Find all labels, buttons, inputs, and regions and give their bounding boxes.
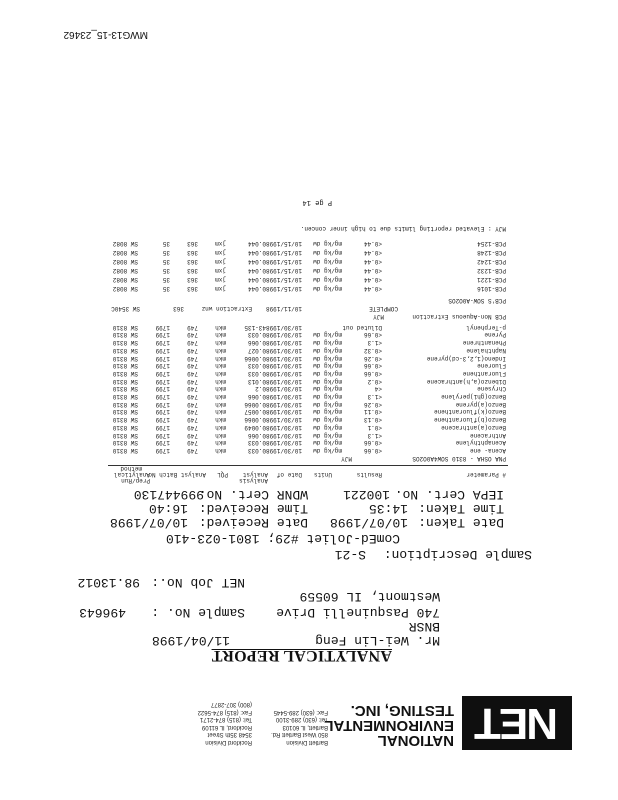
col-analytical: Analytical (113, 471, 150, 478)
pcb-row-method: SW 8082 (112, 276, 138, 283)
pcb-row-batch: 363 (187, 267, 198, 274)
extraction-date: 10/11/1998 (265, 305, 302, 312)
pcb-row-units: mg/kg dw (313, 285, 342, 292)
pcb-row-units: mg/kg dw (313, 258, 342, 265)
client-org: BNSR (408, 619, 440, 634)
client-city: Westmont, IL 60559 (299, 589, 440, 604)
pna-row-analyst: mkh (215, 447, 226, 454)
pna-row-run: 1799 (155, 385, 170, 393)
pcb-row-analyst: jxm (215, 249, 226, 256)
job-no-label: NET Job No.: (151, 575, 245, 590)
pna-row-result: Diluted out (342, 323, 382, 331)
pna-row-batch: 749 (187, 377, 198, 385)
report-title: ANALYTICAL REPORT (211, 647, 392, 664)
pcb-row-param: PCB-1248 (477, 249, 506, 256)
pcb-row-method: SW 8082 (112, 267, 138, 274)
pna-row-units: mg/kg dw (313, 339, 342, 347)
company-name-line-3: TESTING, INC. (350, 702, 454, 719)
pna-row-units: mg/kg dw (313, 385, 342, 393)
pna-row-param: Acena- ene (469, 447, 506, 454)
pna-row-analyst: mkh (215, 423, 226, 431)
extraction-result: COMPLETE (369, 305, 398, 312)
pna-row-batch: 749 (187, 447, 198, 454)
pna-row-date: 10/30/1998 (265, 377, 302, 385)
pna-row-batch: 749 (187, 385, 198, 393)
client-street: 740 Pasquinelli Drive (276, 605, 440, 620)
pna-row-pql: 0.033 (247, 439, 266, 447)
pna-row-batch: 749 (187, 423, 198, 431)
pcb-row-analyst: jxm (215, 276, 226, 283)
pcb-row-units: mg/kg dw (313, 267, 342, 274)
pna-row-method: SW 8310 (112, 416, 138, 424)
pna-row-result: <1.3 (367, 393, 382, 401)
division-address: 3548 35th Street (207, 731, 252, 738)
pcb-row-batch: 363 (187, 276, 198, 283)
pna-row-result: <0.32 (363, 346, 382, 354)
pcb-row-pql: 0.044 (247, 258, 266, 265)
time-taken-label: Time Taken: (418, 501, 504, 516)
pcb-row-units: mg/kg dw (313, 249, 342, 256)
pna-row-method: SW 8310 (112, 385, 138, 393)
pna-row-result: <0.26 (363, 354, 382, 362)
pna-row-method: SW 8310 (112, 370, 138, 377)
pna-row-batch: 749 (187, 323, 198, 331)
pna-row-analyst: mkh (215, 346, 226, 354)
pna-row-param: Phenanthrene (462, 339, 506, 347)
pna-row-analyst: mkh (215, 400, 226, 408)
extraction-analyst: Extraction wnz (201, 305, 252, 312)
pcb-row-analyst: jxm (215, 267, 226, 274)
pcb-row-date: 10/15/1998 (265, 240, 302, 247)
pcb-row-result: <0.44 (363, 276, 382, 283)
pna-row-date: 10/30/1998 (265, 423, 302, 431)
pna-row-batch: 749 (187, 400, 198, 408)
pcb-row-param: PCB-1232 (477, 267, 506, 274)
pna-row-result: <0.1 (367, 423, 382, 431)
pna-row-result: <0.66 (363, 370, 382, 377)
pna-row-units: mg/kg dw (313, 354, 342, 362)
pcb-row-run: 35 (162, 267, 170, 274)
pcb-row-analyst: jxm (215, 240, 226, 247)
pna-row-method: SW 8310 (112, 439, 138, 447)
pna-row-result: <0.66 (363, 331, 382, 339)
pna-row-method: SW 8310 (112, 408, 138, 416)
sample-no-label: Sample No. : (151, 605, 245, 620)
pna-row-pql: 0.0066 (244, 354, 266, 362)
rockford-division (198, 700, 252, 745)
division-city: Bartlett, IL 60103 (282, 724, 328, 730)
pna-row-method: SW 8310 (112, 377, 138, 385)
pna-row-run: 1799 (155, 331, 170, 339)
col-results: Results (356, 471, 382, 478)
division-tel: Tel: (815) 874-2171 (199, 716, 252, 723)
division-name: Bartlett Division (286, 739, 328, 745)
pna-row-analyst: mkh (215, 362, 226, 370)
pna-row-method: SW 8310 (112, 362, 138, 370)
company-name-line-1: NATIONAL (377, 732, 454, 749)
pna-row-run: 1799 (155, 354, 170, 362)
pcb-row-pql: 0.044 (247, 249, 266, 256)
company-name (324, 703, 454, 748)
pna-row-units: mg/kg dw (313, 362, 342, 370)
col-units: Units (313, 471, 332, 478)
pna-row-method: SW 8310 (112, 354, 138, 362)
pna-row-batch: 749 (187, 354, 198, 362)
pna-row-units: mg/kg dw (313, 408, 342, 416)
pna-row-batch: 749 (187, 339, 198, 347)
pna-row-pql: 0.0049 (244, 423, 266, 431)
pna-row-method: SW 8310 (112, 346, 138, 354)
pna-row-units: mg/kg dw (313, 447, 342, 454)
pcb-row-pql: 0.044 (247, 240, 266, 247)
page-number: P ge 14 (302, 198, 332, 206)
pna-row-result: <0.13 (363, 416, 382, 424)
pcb-row-run: 35 (162, 276, 170, 283)
pcb-row-units: mg/kg dw (313, 240, 342, 247)
pcb-row-batch: 363 (187, 249, 198, 256)
pna-row-date: 10/30/1998 (265, 385, 302, 393)
pna-row-units: mg/kg dw (313, 393, 342, 401)
pna-row-run: 1799 (155, 439, 170, 447)
pna-row-units: mg/kg dw (313, 400, 342, 408)
pna-row-result: <0.66 (363, 439, 382, 447)
col-pql: PQL (217, 471, 228, 478)
net-logo: NET (462, 696, 572, 750)
date-received-label: Date Received: (198, 515, 308, 530)
pna-row-param: Benzo(a)pyrene (455, 400, 506, 408)
pna-row-date: 10/30/1998 (265, 331, 302, 339)
pna-row-analyst: mkh (215, 431, 226, 439)
pna-row-analyst: mkh (215, 439, 226, 447)
pna-row-date: 10/30/1998 (265, 447, 302, 454)
date-taken: 10/07/1998 (329, 515, 408, 530)
pna-row-pql: 0.033 (247, 331, 266, 339)
pna-row-param: Fluorene (477, 362, 506, 370)
pna-row-units: mg/kg dw (313, 431, 342, 439)
pna-row-batch: 749 (187, 408, 198, 416)
pna-row-method: SW 8310 (112, 431, 138, 439)
pna-row-result: <1.3 (367, 431, 382, 439)
pna-row-analyst: mkh (215, 331, 226, 339)
pna-row-run: 1799 (155, 423, 170, 431)
pna-row-run: 1799 (155, 431, 170, 439)
pna-row-run: 1799 (155, 323, 170, 331)
pna-row-method: SW 8310 (112, 323, 138, 331)
pcb-row-units: mg/kg dw (313, 276, 342, 283)
section-pcbs: PCB'S SOW-A0O2OS (448, 297, 506, 304)
pna-row-analyst: mkh (215, 385, 226, 393)
pna-row-date: 10/30/1998 (265, 416, 302, 424)
pna-row-method: SW 8310 (112, 393, 138, 401)
pcb-row-pql: 0.044 (247, 267, 266, 274)
pcb-row-pql: 0.044 (247, 285, 266, 292)
pcb-row-result: <0.44 (363, 240, 382, 247)
bartlett-division (271, 708, 328, 746)
pcb-row-date: 10/15/1998 (265, 249, 302, 256)
report-date: 11/04/1998 (151, 633, 230, 648)
pna-row-run: 1799 (155, 370, 170, 377)
pna-row-pql: 0.2 (255, 385, 266, 393)
pna-row-pql: 0.033 (247, 362, 266, 370)
pna-row-run: 1799 (155, 400, 170, 408)
pna-row-batch: 749 (187, 346, 198, 354)
pcb-row-param: PCB-1254 (477, 240, 506, 247)
job-no: 98.13012 (77, 575, 140, 590)
pna-row-pql: 0.066 (247, 393, 266, 401)
pcb-row-param: PCB-1242 (477, 258, 506, 265)
pcb-row-param: PCB-1221 (477, 276, 506, 283)
pna-row-run: 1799 (155, 362, 170, 370)
pna-row-units: mg/kg dw (313, 416, 342, 424)
pna-row-param: Fluoranthene (462, 370, 506, 377)
pcb-row-result: <0.44 (363, 267, 382, 274)
pcb-row-date: 10/15/1998 (265, 276, 302, 283)
extraction-method: SW 3540C (111, 305, 140, 312)
pna-row-run: 1799 (155, 447, 170, 454)
pna-row-date: 10/30/1998 (265, 362, 302, 370)
pna-row-run: 1799 (155, 393, 170, 401)
sample-desc-1: S-21 (334, 547, 366, 562)
division-address: 850 West Bartlett Rd. (271, 731, 328, 738)
pna-row-param: Indeno(1,2,3-cd)pyrene (426, 354, 506, 362)
pna-row-units: mg/kg dw (313, 331, 342, 339)
pna-row-analyst: mkh (215, 393, 226, 401)
pcb-row-analyst: jxm (215, 285, 226, 292)
date-received: 10/07/1998 (109, 515, 188, 530)
pna-row-param: Benzo(k)fluoranthene (433, 408, 506, 416)
pna-row-analyst: mkh (215, 354, 226, 362)
pna-row-units: mg/kg dw (313, 423, 342, 431)
pna-row-units: mg/kg dw (313, 377, 342, 385)
pcb-row-run: 35 (162, 240, 170, 247)
pna-row-batch: 749 (187, 362, 198, 370)
pna-row-units: mg/kg dw (313, 439, 342, 447)
pcb-row-result: <0.44 (363, 249, 382, 256)
pna-row-param: Benzo(ghi)perylene (441, 393, 506, 401)
footnote: MJY : Elevated reporting limits due to high inner concen. (300, 225, 506, 232)
pcb-row-pql: 0.044 (247, 276, 266, 283)
extraction-batch: 363 (173, 305, 184, 312)
pna-row-date: 10/30/1998 (265, 439, 302, 447)
sample-desc-label: Sample Description: (383, 547, 532, 562)
pna-row-date: 10/30/1998 (265, 400, 302, 408)
header-rule (108, 465, 508, 466)
pcb-row-batch: 363 (187, 240, 198, 247)
pna-row-result: <1.3 (367, 339, 382, 347)
sample-desc-2: ComEd-Joliet #29; 1801-023-410 (165, 531, 400, 546)
pna-row-run: 1799 (155, 346, 170, 354)
pna-row-run: 1799 (155, 408, 170, 416)
pcb-row-batch: 363 (187, 285, 198, 292)
pcb-row-batch: 363 (187, 258, 198, 265)
pna-row-param: Benzo(a)anthracene (441, 423, 506, 431)
division-name: Rockford Division (205, 739, 252, 745)
pna-row-result: <0.2 (367, 377, 382, 385)
section-pna-flag: MJY (341, 455, 352, 462)
pna-row-result: <4 (374, 385, 382, 393)
pna-row-date: 10/30/1998 (265, 370, 302, 377)
pna-row-batch: 749 (187, 393, 198, 401)
pna-row-analyst: mkh (215, 323, 226, 331)
client-name: Mr. Wei-Lin Feng (315, 633, 440, 648)
pcb-row-method: SW 8082 (112, 240, 138, 247)
pna-row-date: 10/30/1998 (265, 393, 302, 401)
pna-row-date: 10/30/1998 (265, 431, 302, 439)
pna-row-pql: 0.0066 (244, 416, 266, 424)
date-taken-label: Date Taken: (418, 515, 504, 530)
pcb-row-run: 35 (162, 285, 170, 292)
pna-row-param: Pyrene (484, 331, 506, 339)
col-date: Date of (276, 471, 302, 478)
pna-row-analyst: mkh (215, 339, 226, 347)
pna-row-result: <0.26 (363, 400, 382, 408)
wdnr-label: WDNR Cert. No. (198, 487, 308, 502)
pna-row-method: SW 8310 (112, 447, 138, 454)
pna-row-param: Acenaphthylene (455, 439, 506, 447)
pna-row-param: Naphthalene (466, 346, 506, 354)
pna-row-pql: 0.066 (247, 339, 266, 347)
pna-row-batch: 749 (187, 439, 198, 447)
time-taken: 14:35 (368, 501, 408, 516)
pna-row-param: Anthracene (469, 431, 506, 439)
col-method: method (120, 465, 142, 472)
pcb-row-date: 10/15/1998 (265, 258, 302, 265)
pna-row-run: 1799 (155, 377, 170, 385)
pna-row-pql: 0.027 (247, 346, 266, 354)
section-pna: PNA OSHA - 8310 SOW4A0O2OS (412, 455, 506, 462)
pna-row-batch: 749 (187, 431, 198, 439)
col-batch: Analyst Batch No. (144, 471, 206, 478)
pcb-row-date: 10/15/1998 (265, 267, 302, 274)
pcb-row-run: 35 (162, 258, 170, 265)
pna-row-batch: 749 (187, 416, 198, 424)
pna-row-date: 10/30/1998 (265, 346, 302, 354)
col-analysis: Analysis (239, 477, 268, 484)
pna-row-pql: 0.033 (247, 370, 266, 377)
pna-row-date: 10/30/1998 (265, 354, 302, 362)
wdnr-cert: 999447130 (133, 487, 204, 502)
pna-row-result: <0.11 (363, 408, 382, 416)
pcb-row-method: SW 8082 (112, 258, 138, 265)
pna-row-pql: 0.0057 (244, 408, 266, 416)
pna-row-pql: 0.013 (247, 377, 266, 385)
pna-row-run: 1799 (155, 339, 170, 347)
pna-row-analyst: mkh (215, 416, 226, 424)
sample-no: 496643 (79, 605, 126, 620)
division-city: Rockford, IL 61109 (201, 724, 252, 730)
pna-row-pql: 0.033 (247, 447, 266, 454)
pcb-row-method: SW 8082 (112, 249, 138, 256)
pna-row-date: 10/30/1998 (265, 408, 302, 416)
pna-row-batch: 749 (187, 331, 198, 339)
pcb-row-method: SW 8082 (112, 285, 138, 292)
division-fax: Fax: (630) 289-5445 (273, 709, 328, 715)
pcb-row-analyst: jxm (215, 258, 226, 265)
iepa-cert: 100221 (343, 487, 390, 502)
pna-row-method: SW 8310 (112, 339, 138, 347)
pna-row-pql: 0.0066 (244, 400, 266, 408)
pna-row-batch: 749 (187, 370, 198, 377)
pna-row-analyst: mkh (215, 377, 226, 385)
pna-row-units: mg/kg dw (313, 346, 342, 354)
pna-row-result: <0.66 (363, 447, 382, 454)
col-analyst: Analyst (242, 471, 268, 478)
pcb-row-date: 10/15/1998 (265, 285, 302, 292)
division-toll-free: (800) 307-2877 (210, 701, 252, 708)
iepa-label: IEPA Cert. No. (394, 487, 504, 502)
pna-row-method: SW 8310 (112, 423, 138, 431)
col-prep-run: Prep/Run (121, 477, 150, 484)
bates-stamp: MWG13-15_23462 (63, 29, 148, 40)
company-name-line-2: ENVIRONMENTAL (324, 717, 454, 734)
pna-row-pql: 43-135 (244, 323, 266, 331)
pna-row-param: Chrysene (477, 385, 506, 393)
time-received: 16:40 (148, 501, 188, 516)
pna-row-date: 10/30/1998 (265, 339, 302, 347)
time-received-label: Time Received: (198, 501, 308, 516)
division-fax: Fax: (815) 874-5622 (197, 709, 252, 715)
pna-row-units: mg/kg dw (313, 370, 342, 377)
section-pcb-extraction: PCB Non-Aqueous Extraction (412, 313, 506, 320)
pcb-row-param: PCB-1016 (477, 285, 506, 292)
section-pcb-extraction-flag: MJY (373, 313, 384, 320)
pna-row-pql: 0.066 (247, 431, 266, 439)
pna-row-param: Benzo(b)fluoranthene (433, 416, 506, 424)
pcb-row-run: 35 (162, 249, 170, 256)
pcb-row-result: <0.44 (363, 258, 382, 265)
pna-row-analyst: mkh (215, 370, 226, 377)
pna-row-run: 1799 (155, 416, 170, 424)
pna-row-analyst: mkh (215, 408, 226, 416)
pna-row-param: Dibenzo(a,h)anthracene (426, 377, 506, 385)
pna-row-method: SW 8310 (112, 331, 138, 339)
pna-row-method: SW 8310 (112, 400, 138, 408)
pna-row-date: 10/30/1998 (265, 323, 302, 331)
pna-row-result: <0.66 (363, 362, 382, 370)
col-parameter: # Parameter (466, 471, 506, 478)
pcb-row-result: <0.44 (363, 285, 382, 292)
division-tel: Tel: (630) 289-3100 (275, 716, 328, 723)
pna-row-param: p-Terphenyl (466, 323, 506, 331)
